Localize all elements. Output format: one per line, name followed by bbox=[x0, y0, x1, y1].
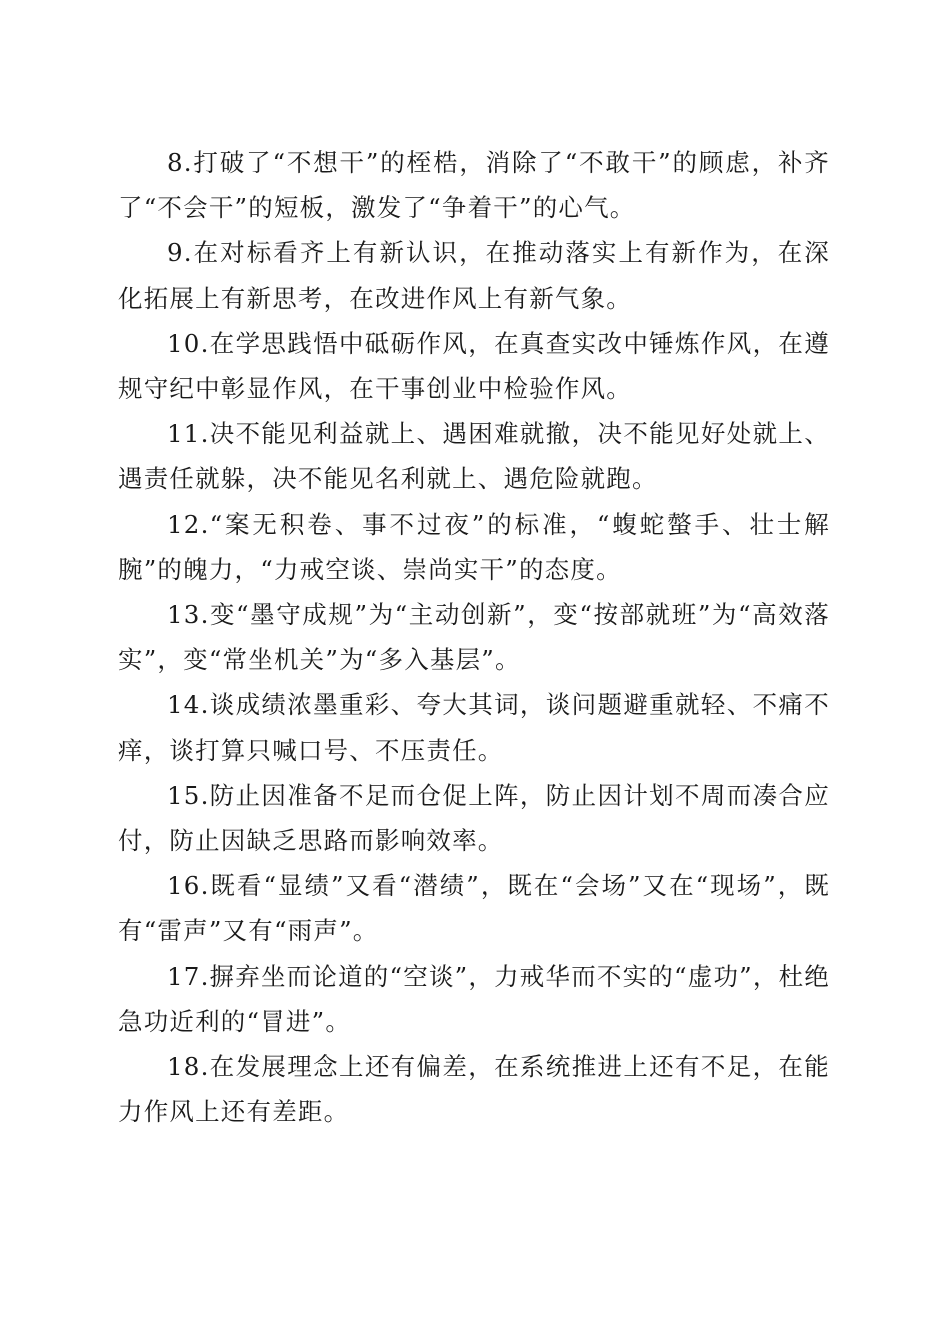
document-body bbox=[118, 140, 830, 1134]
paragraph-item-8: 8.打破了“不想干”的桎梏，消除了“不敢干”的顾虑，补齐了“不会干”的短板，激发了“争着干”的心气。 bbox=[118, 148, 830, 223]
paragraph-item-10: 10.在学思践悟中砥砺作风，在真查实改中锤炼作风，在遵规守纪中彰显作风，在干事创业中检验作风。 bbox=[118, 328, 830, 404]
paragraph-item-11: 11.决不能见利益就上、遇困难就撤，决不能见好处就上、遇责任就躲，决不能见名利就上、遇危险就跑。 bbox=[118, 419, 830, 494]
paragraph-item-9: 9.在对标看齐上有新认识，在推动落实上有新作为，在深化拓展上有新思考，在改进作风上有新气象。 bbox=[118, 238, 830, 313]
paragraph-item-14: 14.谈成绩浓墨重彩、夸大其词，谈问题避重就轻、不痛不痒，谈打算只喊口号、不压责任。 bbox=[118, 690, 830, 765]
paragraph-item-13: 13.变“墨守成规”为“主动创新”，变“按部就班”为“高效落实”，变“常坐机关”为“多入基层”。 bbox=[118, 600, 830, 675]
paragraph-item-12: 12.“案无积卷、事不过夜”的标准，“蝮蛇螫手、壮士解腕”的魄力，“力戒空谈、崇尚实干”的态度。 bbox=[118, 509, 830, 584]
paragraph-item-16: 16.既看“显绩”又看“潜绩”，既在“会场”又在“现场”，既有“雷声”又有“雨声”。 bbox=[118, 871, 830, 946]
paragraph-item-17: 17.摒弃坐而论道的“空谈”，力戒华而不实的“虚功”，杜绝急功近利的“冒进”。 bbox=[118, 961, 830, 1036]
paragraph-item-18: 18.在发展理念上还有偏差，在系统推进上还有不足，在能力作风上还有差距。 bbox=[118, 1052, 830, 1127]
paragraph-item-15: 15.防止因准备不足而仓促上阵，防止因计划不周而凑合应付，防止因缺乏思路而影响效率。 bbox=[118, 780, 830, 856]
